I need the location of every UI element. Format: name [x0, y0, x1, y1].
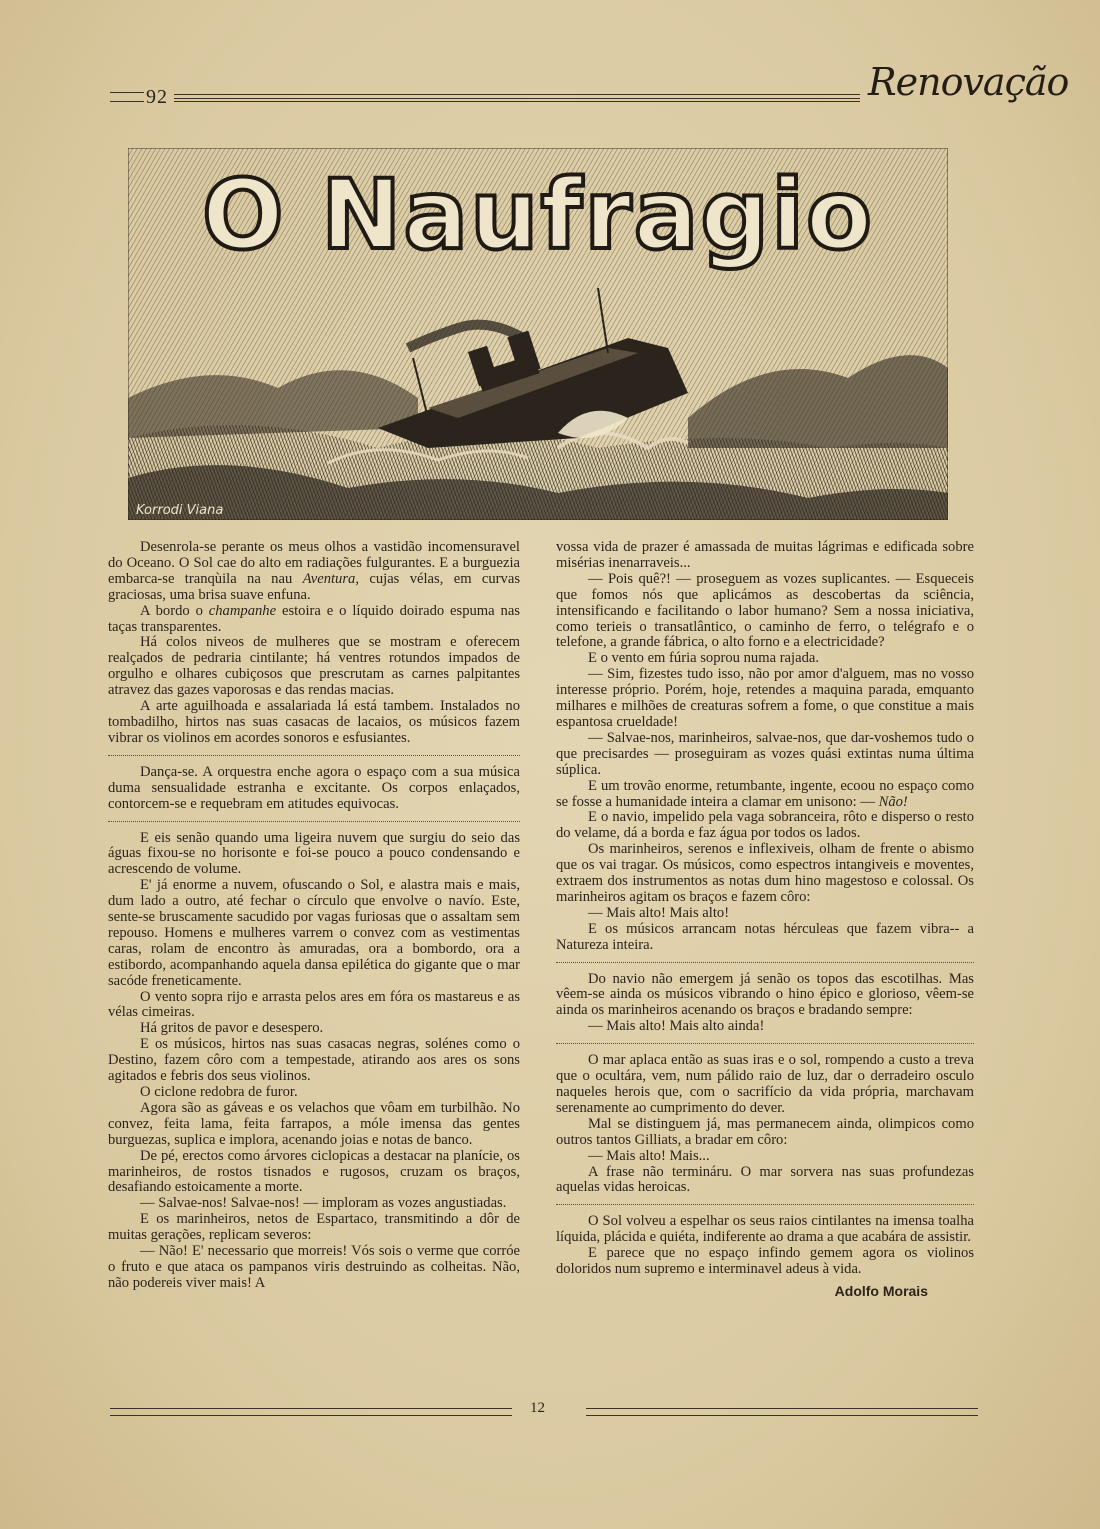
illustrator-signature: Korrodi Viana: [136, 503, 224, 518]
left-column: [108, 540, 520, 1292]
article-title: O Naufragio: [202, 159, 874, 271]
footer-rule-left: [110, 1408, 512, 1416]
paragraph: — Salvae-nos, marinheiros, salvae-nos, que dar-voshemos tudo o que precisardes — proseguiram as vozes quási extintas numa última súplica.: [556, 729, 974, 778]
paragraph: E os marinheiros, netos de Espartaco, transmitindo a dôr de muitas gerações, replicam severos:: [108, 1211, 520, 1244]
paragraph: Desenrola-se perante os meus olhos a vastidão incomensuravel do Oceano. O Sol cae do alto em radiações fulgurantes. E a burguezia embarca-se tranqùila na nau Aventura, cujas vélas, em curvas graciosas, uma brisa suave enfuna.: [108, 539, 520, 603]
paragraph: — Mais alto! Mais alto!: [588, 904, 730, 921]
paragraph: — Sim, fizestes tudo isso, não por amor d'alguem, mas no vosso interesse próprio. Porém, hoje, retendes a maquina parada, emquanto milhares e milhões de creaturas sofrem a fome, o que constitue a mais espantosa crueldade!: [556, 666, 974, 730]
right-column: [556, 540, 974, 1300]
title-illustration: [128, 148, 948, 520]
paragraph: E o navio, impelido pela vaga sobranceira, rôto e disperso o resto do velame, dá a borda e faz água por todos os lados.: [556, 809, 974, 842]
paragraph: O mar aplaca então as suas iras e o sol, rompendo a custo a treva que o ocultára, vem, num pálido raio de luz, dar o derradeiro osculo naqueles herois que, com o sacrifício da vida própria, marchavam serenamente ao cumprimento do dever.: [556, 1052, 974, 1116]
paragraph: Os marinheiros, serenos e inflexiveis, olham de frente o abismo que os vai tragar. Os músicos, como espectros intangiveis e moventes, extraem dos instrumentos as notas dum hino magestoso e colossal. Os marinheiros agitam os braços e fazem côro:: [556, 841, 974, 905]
shipwreck-illustration: [128, 148, 948, 520]
page-header: [110, 60, 1069, 116]
paragraph: E eis senão quando uma ligeira nuvem que surgiu do seio das águas fixou-se no horisonte e foi-se pouco a pouco condensando e acrescendo de volume.: [108, 829, 520, 878]
paragraph: vossa vida de prazer é amassada de muitas lágrimas e edificada sobre misérias inenarraveis...: [556, 539, 974, 571]
paragraph: Há gritos de pavor e desespero.: [140, 1020, 324, 1037]
section-divider: [108, 755, 520, 756]
paragraph: E um trovão enorme, retumbante, ingente, ecoou no espaço como se fosse a humanidade inteira a clamar em unisono: — Não!: [556, 777, 974, 810]
paragraph: E os músicos, hirtos nas suas casacas negras, solénes como o Destino, fazem côro com a tempestade, atirando aos ares os sons agitados e febris dos seus violinos.: [108, 1036, 520, 1085]
paragraph: O Sol volveu a espelhar os seus raios cintilantes na imensa toalha líquida, plácida e quiéta, indiferente ao drama a que acabára de assistir.: [556, 1213, 974, 1246]
paragraph: — Mais alto! Mais alto ainda!: [588, 1018, 765, 1035]
paragraph: Há colos niveos de mulheres que se mostram e oferecem realçados de pedraria cintilante; há ventres rotundos impados de orgulho e olhares cubiçosos que prescrutam as carnes palpitantes atravez das gazes vaporosas e das rendas macias.: [108, 634, 520, 699]
footer-page-number: 12: [530, 1400, 545, 1416]
section-divider: [556, 1043, 974, 1044]
paragraph: — Mais alto! Mais...: [588, 1147, 710, 1164]
section-divider: [556, 1204, 974, 1205]
footer-rule-right: [586, 1408, 978, 1416]
header-rule: [174, 94, 860, 102]
paragraph: A bordo o champanhe estoira e o líquido doirado espuma nas taças transparentes.: [108, 602, 520, 635]
paragraph: O ciclone redobra de furor.: [140, 1084, 298, 1100]
author-signature: Adolfo Morais: [834, 1282, 928, 1299]
header-page-number: 92: [146, 86, 168, 108]
paragraph: E' já enorme a nuvem, ofuscando o Sol, e alastra mais e mais, dum lado a outro, até fechar o círculo que envolve o navío. Este, sente-se bruscamente sacudido por vagas furiosas que o assaltam sem repouso. Homens e mulheres varrem o convez com as vestimentas caras, rolam de encontro às amuradas, ora a bombordo, ora a estibordo, acompanhando aquela dansa epilética do gigante que o mar sacóde freneticamente.: [108, 877, 520, 989]
masthead-logo: Renovação: [868, 60, 1069, 104]
paragraph: Agora são as gáveas e os velachos que vôam em turbilhão. No convez, feita lama, feita farrapos, a móle imensa das gentes burguezas, suplica e implora, acenando joias e notas de banco.: [108, 1099, 520, 1148]
paragraph: Do navio não emergem já senão os topos das escotilhas. Mas vêem-se ainda os músicos vibrando o hino épico e glorioso, vêem-se ainda os marinheiros acenando os braços e bradando sempre:: [556, 970, 974, 1019]
section-divider: [108, 821, 520, 822]
paragraph: Dança-se. A orquestra enche agora o espaço com a sua música duma sensualidade estranha e excitante. Os corpos enlaçados, contorcem-se e requebram em atitudes equivocas.: [108, 763, 520, 812]
page-footer: [110, 1400, 978, 1424]
header-rule-left: [110, 92, 144, 102]
paragraph: A arte aguilhoada e assalariada lá está tambem. Instalados no tombadilho, hirtos nas suas casacas de lacaios, os músicos fazem vibrar os violinos em acordes sonoros e esfusiantes.: [108, 698, 520, 746]
paragraph: — Salvae-nos! Salvae-nos! — imploram as vozes angustiadas.: [140, 1195, 507, 1212]
paragraph: A frase não termináru. O mar sorvera nas suas profundezas aquelas vidas heroicas.: [556, 1163, 974, 1196]
section-divider: [556, 962, 974, 963]
paragraph: E os músicos arrancam notas hérculeas que fazem vibra-- a Natureza inteira.: [556, 920, 974, 953]
paragraph: E o vento em fúria soprou numa rajada.: [588, 650, 819, 667]
paragraph: — Não! E' necessario que morreis! Vós sois o verme que corróe o fruto e que ataca os pampanos viris destruindo as colheitas. Não, não podereis viver mais! A: [108, 1243, 520, 1291]
paragraph: — Pois quê?! — proseguem as vozes suplicantes. — Esqueceis que fomos nós que aplicámos as descobertas da sciência, intensificando e facilitando o labor humano? Sem a nossa iniciativa, como terieis o transatlântico, o caminho de ferro, o telégrafo e o telefone, a grande fábrica, o alto forno e a electricidade?: [556, 570, 974, 651]
paragraph: De pé, erectos como árvores ciclopicas a destacar na planície, os marinheiros, de rostos tisnados e rugosos, cruzam os braços, desafiando estoicamente a morte.: [108, 1147, 520, 1196]
paragraph: O vento sopra rijo e arrasta pelos ares em fóra os mastareus e as vélas cimeiras.: [108, 988, 520, 1021]
paragraph: E parece que no espaço infindo gemem agora os violinos doloridos num supremo e interminavel adeus à vida.: [556, 1245, 974, 1278]
paragraph: Mal se distinguem já, mas permanecem ainda, olimpicos como outros tantos Gilliats, a bradar em côro:: [556, 1115, 974, 1148]
